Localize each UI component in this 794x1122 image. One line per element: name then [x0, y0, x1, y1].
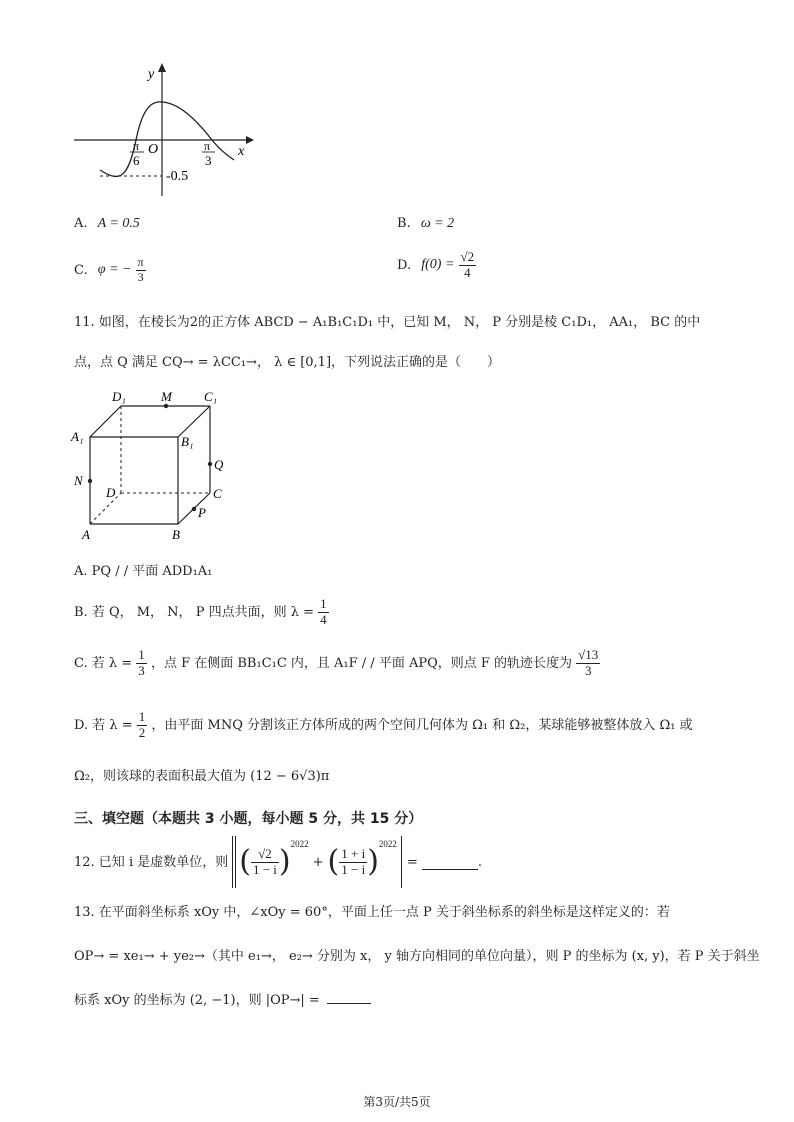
fraction: [576, 648, 600, 679]
numerator: 1: [138, 647, 145, 662]
option-expr: A = 0.5: [97, 216, 140, 231]
option-expr: φ = −: [97, 262, 132, 278]
q10-option-a: [74, 217, 140, 231]
q11-option-d-line2: Ω₂，则该球的表面积最大值为 (12 − 6√3)π: [74, 769, 330, 784]
x-axis-label: x: [238, 144, 245, 159]
q10-option-d: [397, 250, 476, 281]
numerator: √13: [578, 647, 599, 662]
denominator: 1 − i: [341, 861, 366, 877]
label-Q: Q: [214, 457, 224, 472]
plus-sign: +: [312, 854, 324, 870]
sine-graph: [60, 58, 260, 198]
numerator: 1: [138, 709, 146, 724]
q12: [74, 834, 482, 890]
numerator: 1: [320, 596, 327, 611]
option-text-mid: ，点 F 在侧面 BB₁C₁C 内，且 A₁F / / 平面 APQ，则点 F 的轨迹长度为: [150, 655, 573, 671]
label-C: C: [213, 486, 222, 501]
sine-curve: [100, 102, 234, 177]
y-axis-label: y: [148, 67, 155, 82]
option-text-rest: ，由平面 MNQ 分割该正方体所成的两个空间几何体为 Ω₁ 和 Ω₂，某球能够被整体放入 Ω₁ 或: [151, 717, 693, 733]
right-tick-num: π: [204, 139, 211, 153]
point-N: [88, 479, 92, 483]
fraction: [318, 597, 329, 628]
paren-right-2: ): [367, 844, 379, 879]
equals-sign: =: [406, 854, 418, 870]
denominator: 1 − i: [252, 861, 277, 877]
point-P: [192, 507, 196, 511]
q11-option-d: [74, 710, 693, 741]
option-text: B. 若 Q， M， N， P 四点共面，则 λ =: [74, 604, 314, 620]
x-axis-arrow-icon: [246, 136, 254, 144]
option-text: D. 若 λ =: [74, 717, 133, 733]
fraction: [137, 710, 148, 741]
page-footer: 第3页/共5页: [363, 1095, 431, 1109]
label-A1: A₁: [71, 429, 84, 444]
q13-line3-text: 标系 xOy 的坐标为 (2, −1)，则 |OP→| =: [74, 993, 320, 1008]
answer-blank[interactable]: [327, 990, 371, 1004]
min-value-label: -0.5: [166, 169, 189, 184]
label-B: B: [172, 527, 180, 542]
denominator: 4: [464, 264, 471, 280]
paren-right: ): [278, 844, 291, 879]
point-M: [164, 404, 168, 408]
cube-diagram: [66, 386, 236, 546]
option-expr: f(0) =: [421, 257, 455, 273]
q13-line3: [74, 990, 371, 1007]
left-tick-num: π: [133, 139, 140, 153]
option-letter: A.: [74, 216, 88, 231]
option-letter: B.: [397, 216, 411, 231]
fraction: [136, 256, 146, 285]
q11-option-a: A. PQ / / 平面 ADD₁A₁: [74, 564, 213, 579]
label-N: N: [74, 473, 83, 488]
denominator: 3: [138, 662, 145, 678]
numerator: √2: [460, 249, 475, 264]
fraction: [459, 250, 477, 281]
q12-stem: 12. 已知 i 是虚数单位，则: [74, 854, 229, 870]
label-P: P: [198, 505, 206, 520]
point-Q: [208, 462, 212, 466]
edge-A1-D1: [90, 406, 121, 437]
edge-B1-C1: [178, 406, 210, 437]
q11-stem-line2: 点，点 Q 满足 CQ→ = λCC₁→， λ ∈ [0,1]，下列说法正确的是（ ）: [74, 355, 501, 370]
paren-left: (: [239, 844, 251, 879]
section-title: 三、填空题（本题共 3 小题，每小题 5 分，共 15 分）: [74, 811, 423, 827]
label-A: A: [82, 527, 90, 542]
fraction-1: [251, 847, 279, 878]
q11-stem-line1: 11. 如图，在棱长为2的正方体 ABCD − A₁B₁C₁D₁ 中，已知 M， N， P 分别是棱 C₁D₁， AA₁， BC 的中: [74, 315, 701, 330]
q11-option-c: [74, 648, 600, 679]
exponent-2: 2022: [378, 839, 397, 849]
numerator: π: [137, 255, 144, 269]
denominator: 3: [137, 269, 144, 284]
origin-label: O: [148, 142, 159, 157]
label-C1: C₁: [204, 389, 218, 404]
exponent-1: 2022: [290, 839, 309, 849]
option-expr: ω = 2: [420, 216, 455, 231]
label-D: D: [106, 485, 116, 500]
abs-bar-right: [401, 836, 403, 888]
q13-line2: OP→ = xe₁→ + ye₂→（其中 e₁→， e₂→ 分别为 x， y 轴方向相同的单位向量），则 P 的坐标为 (x, y)，若 P 关于斜坐: [74, 949, 760, 964]
label-M: M: [161, 389, 172, 404]
numerator: 1 + i: [341, 845, 366, 861]
denominator: 2: [138, 724, 146, 740]
q10-option-c: [74, 256, 146, 285]
q12-end: .: [477, 854, 482, 870]
label-D1: D₁: [112, 389, 126, 404]
answer-blank[interactable]: [422, 855, 478, 870]
fraction: [136, 648, 147, 679]
q10-option-b: [397, 217, 454, 231]
option-text: C. 若 λ =: [74, 655, 133, 671]
paren-left-2: (: [327, 844, 340, 879]
denominator: 4: [320, 611, 327, 627]
right-tick-den: 3: [205, 153, 212, 168]
numerator: √2: [251, 847, 279, 863]
label-B1: B₁: [181, 434, 194, 449]
abs-bar-left: [232, 836, 236, 888]
left-tick-den: 6: [133, 153, 140, 168]
q11-option-b: [74, 597, 329, 628]
fraction-2: [339, 847, 367, 878]
option-letter: D.: [397, 257, 412, 273]
y-axis-arrow-icon: [158, 63, 166, 72]
option-letter: C.: [74, 262, 88, 278]
q13-line1: 13. 在平面斜坐标系 xOy 中，∠xOy = 60°，平面上任一点 P 关于斜坐标系的斜坐标是这样定义的：若: [74, 905, 670, 920]
denominator: 3: [584, 662, 592, 678]
